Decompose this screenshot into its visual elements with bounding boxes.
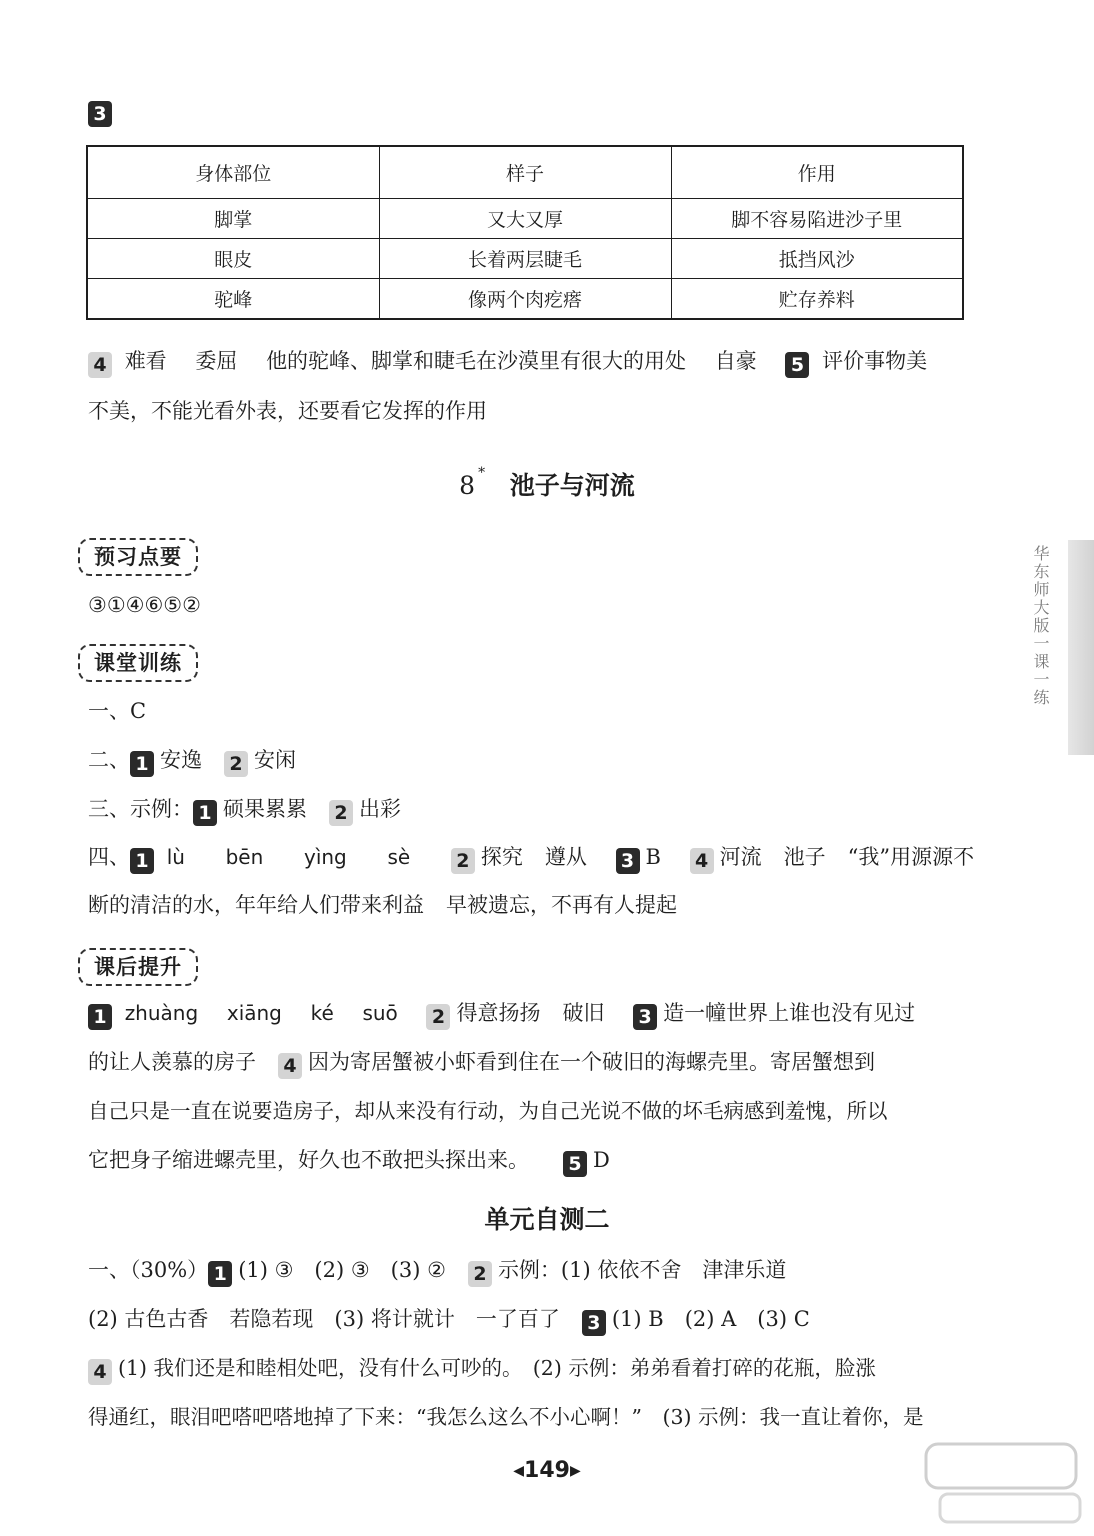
watermark-logo-icon xyxy=(920,1440,1090,1530)
chapter-title: 8 * 池子与河流 xyxy=(459,465,635,500)
class-q1: 一、C xyxy=(88,699,147,723)
side-tab-text: 华东师大版一课一练 xyxy=(1031,545,1050,707)
after-line-4: 它把身子缩进螺壳里，好久也不敢把头探出来。 5 D xyxy=(88,1148,610,1175)
right-triangle-icon: ▶ xyxy=(569,1463,581,1479)
table-cell: 长着两层睫毛 xyxy=(379,238,671,278)
table-cell: 抵挡风沙 xyxy=(671,238,963,278)
class-q3: 三、示例： 1 硕果累累 2 出彩 xyxy=(88,797,401,824)
side-tab xyxy=(1068,540,1094,755)
table-cell: 驼峰 xyxy=(87,278,379,319)
left-triangle-icon: ◀ xyxy=(513,1463,525,1479)
section-tag-preview: 预习点要 xyxy=(78,538,198,576)
table-cell: 眼皮 xyxy=(87,238,379,278)
table-row xyxy=(87,278,963,319)
page-number: ◀149▶ xyxy=(513,1458,581,1483)
table-header: 样子 xyxy=(379,146,671,198)
class-q2: 二、 1 安逸 2 安闲 xyxy=(88,748,296,775)
answer-line-q5-cont: 不美，不能光看外表，还要看它发挥的作用 xyxy=(88,399,487,423)
question-3-badge: 3 xyxy=(88,98,118,127)
unit-title: 单元自测二 xyxy=(484,1205,610,1234)
table-cell: 又大又厚 xyxy=(379,198,671,238)
table-header: 身体部位 xyxy=(87,146,379,198)
table-row xyxy=(87,238,963,278)
answer-line-q4-q5: 4 难看 委屈 他的驼峰、脚掌和睫毛在沙漠里有很大的用处 自豪 5 评价事物美 xyxy=(88,346,927,378)
section-tag-after: 课后提升 xyxy=(78,948,198,986)
class-q4: 四、 1 lù bēn yìng sè 2 探究 遵从 3 B 4 河流 池子 “我”用源源不 xyxy=(88,845,975,872)
after-line-3: 自己只是一直在说要造房子，却从来没有行动，为自己光说不做的坏毛病感到羞愧，所以 xyxy=(88,1099,888,1123)
unit-line-4: 得通红，眼泪吧嗒吧嗒地掉了下来：“我怎么这么不小心啊！” (3) 示例：我一直让着你，是 xyxy=(88,1405,924,1429)
after-line-1: 1 zhuàng xiāng ké suō 2 得意扬扬 破旧 3 造一幢世界上谁也没有见过 xyxy=(88,998,915,1030)
table-row xyxy=(87,198,963,238)
unit-line-1: 一、（30%） 1 (1) ③ (2) ③ (3) ② 2 示例：(1) 依依不舍 津津乐道 xyxy=(88,1258,787,1285)
table-cell: 贮存养料 xyxy=(671,278,963,319)
table-header: 作用 xyxy=(671,146,963,198)
table-cell: 脚不容易陷进沙子里 xyxy=(671,198,963,238)
table-cell: 脚掌 xyxy=(87,198,379,238)
unit-line-3: 4 (1) 我们还是和睦相处吧，没有什么可吵的。 (2) 示例：弟弟看着打碎的花瓶，脸涨 xyxy=(88,1353,876,1385)
preview-answer: ③①④⑥⑤② xyxy=(88,593,201,617)
camel-traits-table xyxy=(86,145,964,320)
table-cell: 像两个肉疙瘩 xyxy=(379,278,671,319)
after-line-2: 的让人羡慕的房子 4 因为寄居蟹被小虾看到住在一个破旧的海螺壳里。寄居蟹想到 xyxy=(88,1050,875,1077)
table-header-row xyxy=(87,146,963,198)
section-tag-class: 课堂训练 xyxy=(78,644,198,682)
unit-line-2: (2) 古色古香 若隐若现 (3) 将计就计 一了百了 3 (1) B (2) A (3) C xyxy=(88,1307,810,1334)
class-q4-cont: 断的清洁的水，年年给人们带来利益 早被遗忘，不再有人提起 xyxy=(88,893,677,917)
